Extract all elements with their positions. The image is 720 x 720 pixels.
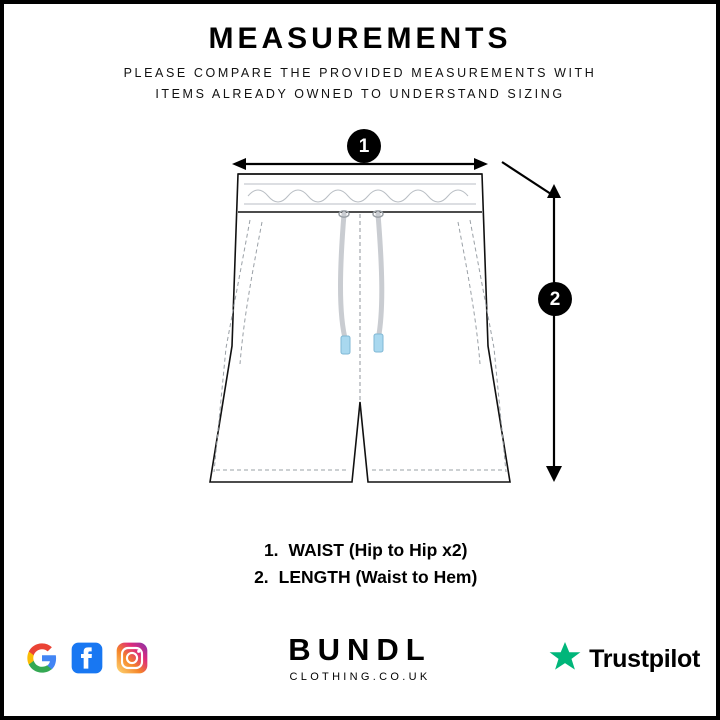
legend-item-2	[4, 564, 716, 591]
marker-badge-1: 1	[347, 129, 381, 163]
trustpilot-wordmark: Trustpilot	[589, 645, 700, 673]
length-arrow	[502, 162, 562, 482]
legend-text-2: LENGTH (Waist to Hem)	[278, 567, 478, 588]
shorts-technical-drawing-svg	[4, 114, 716, 514]
marker-badge-2: 2	[538, 282, 572, 316]
page-title: MEASUREMENTS	[208, 22, 512, 55]
brand-name: BUNDL	[288, 632, 432, 667]
trustpilot-star-icon	[548, 640, 582, 679]
legend-number-1: 1.	[263, 540, 279, 560]
trustpilot-logo[interactable]	[548, 640, 700, 679]
brand-domain: CLOTHING.CO.UK	[289, 670, 431, 683]
legend-number-2: 2.	[254, 567, 269, 588]
footer	[4, 628, 716, 698]
header	[4, 22, 716, 104]
subtitle-line-2: ITEMS ALREADY OWNED TO UNDERSTAND SIZING	[155, 86, 565, 101]
shorts-diagram	[4, 114, 716, 514]
measurement-legend	[4, 537, 716, 591]
subtitle-line-1: PLEASE COMPARE THE PROVIDED MEASUREMENTS WITH	[123, 66, 597, 80]
legend-item-1	[4, 537, 716, 564]
legend-text-1: WAIST (Hip to Hip x2)	[288, 540, 468, 560]
header-subtitle	[4, 63, 716, 104]
